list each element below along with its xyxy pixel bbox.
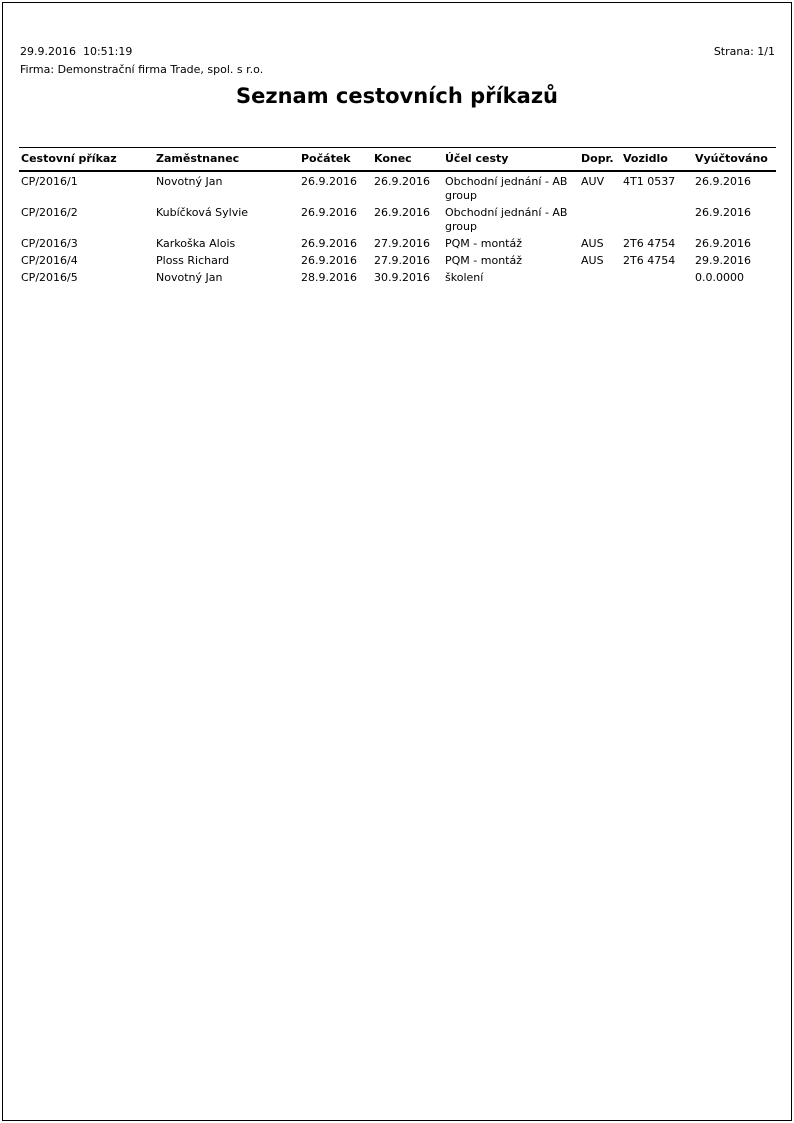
table-cell-employee: Ploss Richard <box>156 254 230 267</box>
company-line: Firma: Demonstrační firma Trade, spol. s r.o. <box>20 63 264 76</box>
table-body <box>19 171 776 286</box>
table-cell-settled: 29.9.2016 <box>695 254 751 267</box>
table-cell-order: CP/2016/3 <box>21 237 78 250</box>
table-cell-order: CP/2016/2 <box>21 206 78 219</box>
table-cell-start: 26.9.2016 <box>301 206 357 219</box>
meta-line <box>20 43 775 61</box>
table-cell-vehicle: 2T6 4754 <box>623 237 676 250</box>
table-cell-settled: 26.9.2016 <box>695 237 751 250</box>
table-cell-purpose: Obchodní jednání - AB group <box>445 206 568 233</box>
table-cell-transport: AUS <box>581 254 604 267</box>
column-header-start: Počátek <box>299 148 372 172</box>
table-cell-vehicle: 2T6 4754 <box>623 254 676 267</box>
column-header-settled: Vyúčtováno <box>693 148 776 172</box>
table-cell-employee: Novotný Jan <box>156 271 223 284</box>
table-cell-purpose: PQM - montáž <box>445 237 522 250</box>
page-number: Strana: 1/1 <box>713 45 775 58</box>
table-row <box>19 171 776 204</box>
table-row <box>19 269 776 286</box>
column-header-transport: Dopr. <box>579 148 621 172</box>
table-cell-order: CP/2016/4 <box>21 254 78 267</box>
table-cell-end: 30.9.2016 <box>374 271 430 284</box>
table-cell-settled: 0.0.0000 <box>695 271 744 284</box>
printed-at-timestamp: 29.9.2016 10:51:19 <box>20 45 133 58</box>
table-cell-transport: AUV <box>581 175 605 188</box>
table-cell-end: 26.9.2016 <box>374 175 430 188</box>
report-title: Seznam cestovních příkazů <box>235 84 558 108</box>
column-header-purpose: Účel cesty <box>443 148 579 172</box>
table-cell-vehicle: 4T1 0537 <box>623 175 676 188</box>
table-row <box>19 235 776 252</box>
table-cell-transport <box>579 269 621 286</box>
table-cell-settled: 26.9.2016 <box>695 206 751 219</box>
table-cell-transport <box>579 204 621 235</box>
table-row <box>19 204 776 235</box>
table-cell-purpose: Obchodní jednání - AB group <box>445 175 568 202</box>
table-cell-start: 26.9.2016 <box>301 175 357 188</box>
table-cell-start: 26.9.2016 <box>301 237 357 250</box>
column-header-vehicle: Vozidlo <box>621 148 693 172</box>
table-cell-start: 28.9.2016 <box>301 271 357 284</box>
table-head <box>19 148 776 172</box>
table-cell-purpose: PQM - montáž <box>445 254 522 267</box>
table-cell-end: 27.9.2016 <box>374 237 430 250</box>
table-header-row <box>19 148 776 172</box>
table-cell-start: 26.9.2016 <box>301 254 357 267</box>
table-cell-order: CP/2016/5 <box>21 271 78 284</box>
table-cell-end: 27.9.2016 <box>374 254 430 267</box>
table-cell-purpose: školení <box>445 271 484 284</box>
table-cell-employee: Novotný Jan <box>156 175 223 188</box>
table-row <box>19 252 776 269</box>
table-cell-employee: Kubíčková Sylvie <box>156 206 249 219</box>
column-header-end: Konec <box>372 148 443 172</box>
table-cell-transport: AUS <box>581 237 604 250</box>
table-cell-end: 26.9.2016 <box>374 206 430 219</box>
report-header <box>20 43 775 79</box>
table-cell-employee: Karkoška Alois <box>156 237 236 250</box>
column-header-employee: Zaměstnanec <box>154 148 299 172</box>
table-cell-vehicle <box>621 269 693 286</box>
table-cell-order: CP/2016/1 <box>21 175 78 188</box>
travel-orders-table <box>19 147 776 286</box>
table-cell-settled: 26.9.2016 <box>695 175 751 188</box>
column-header-order: Cestovní příkaz <box>19 148 154 172</box>
table-cell-vehicle <box>621 204 693 235</box>
